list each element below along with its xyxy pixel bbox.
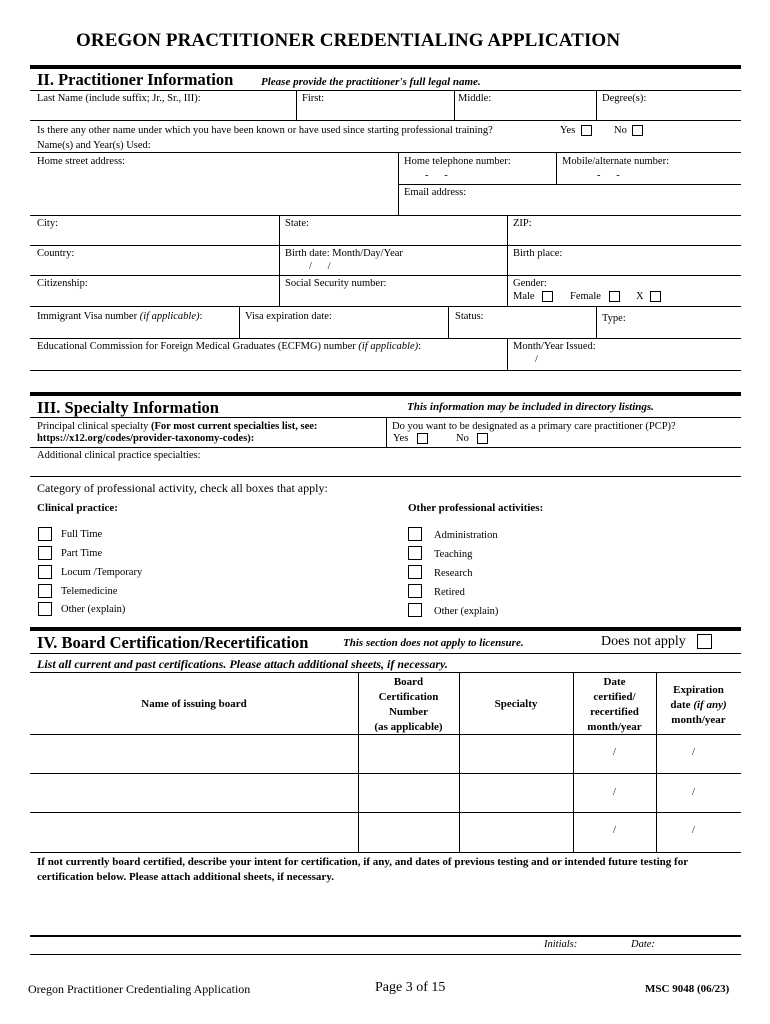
other-activities-heading: Other professional activities: [408, 502, 544, 514]
ecfmg-number-field[interactable]: Educational Commission for Foreign Medical Graduates (ECFMG) number (if applicable): [37, 341, 422, 352]
gender-female-checkbox[interactable] [609, 291, 620, 302]
date-field[interactable]: Date: [631, 939, 655, 950]
visa-number-field[interactable]: Immigrant Visa number (if applicable): [37, 311, 203, 322]
zip-field[interactable]: ZIP: [513, 218, 532, 229]
form-number: MSC 9048 (06/23) [645, 983, 730, 995]
other-activity-label: Other (explain) [434, 606, 499, 617]
email-field[interactable]: Email address: [404, 187, 467, 198]
part-time-label: Part Time [61, 548, 103, 559]
taxonomy-url-link[interactable]: https://x12.org/codes/provider-taxonomy-codes): [37, 433, 255, 444]
mobile-phone-field[interactable]: Mobile/alternate number: [562, 156, 670, 167]
col-expiration: Expiration date (if any) month/year [670, 684, 727, 726]
citizenship-field[interactable]: Citizenship: [37, 278, 88, 289]
certifications-instruction: List all current and past certifications. Please attach additional sheets, if necessary. [37, 657, 448, 671]
pcp-question: Do you want to be designated as a primary care practitioner (PCP)? [392, 421, 676, 432]
page-number: Page 3 of 15 [375, 980, 446, 995]
pcp-no-checkbox[interactable] [477, 433, 488, 444]
full-time-checkbox[interactable] [38, 527, 52, 541]
section-ii-heading: II. Practitioner Information [37, 70, 234, 89]
ssn-field[interactable]: Social Security number: [285, 278, 387, 289]
col-specialty: Specialty [494, 698, 538, 710]
clinical-other-label: Other (explain) [61, 604, 126, 615]
section-iii-heading: III. Specialty Information [37, 398, 219, 417]
gender-female-label: Female [570, 291, 601, 302]
middle-name-field[interactable]: Middle: [458, 93, 492, 104]
does-not-apply-label: Does not apply [601, 634, 686, 649]
pcp-no-label: No [456, 433, 469, 444]
first-name-field[interactable]: First: [302, 93, 325, 104]
telemedicine-checkbox[interactable] [38, 584, 52, 598]
home-phone-field[interactable]: Home telephone number: [404, 156, 511, 167]
administration-checkbox[interactable] [408, 527, 422, 541]
section-iv-heading: IV. Board Certification/Recertification [37, 633, 309, 652]
col-cert-number: Board Certification Number (as applicable) [374, 676, 443, 733]
row3-date-certified[interactable]: / [613, 825, 616, 836]
other-name-no-checkbox[interactable] [632, 125, 643, 136]
col-date-certified: Date certified/ recertified month/year [587, 676, 642, 733]
other-activity-checkbox[interactable] [408, 603, 422, 617]
birth-place-field[interactable]: Birth place: [513, 248, 563, 259]
locum-label: Locum /Temporary [61, 567, 143, 578]
home-street-field[interactable]: Home street address: [37, 156, 126, 167]
rule [30, 392, 741, 396]
gender-x-checkbox[interactable] [650, 291, 661, 302]
retired-checkbox[interactable] [408, 584, 422, 598]
other-name-yes-checkbox[interactable] [581, 125, 592, 136]
research-label: Research [434, 568, 473, 579]
row2-date-certified[interactable]: / [613, 787, 616, 798]
section-ii-note: Please provide the practitioner's full legal name. [261, 76, 481, 88]
row1-date-certified[interactable]: / [613, 747, 616, 758]
home-phone-separators: - - [425, 170, 448, 181]
page-title: OREGON PRACTITIONER CREDENTIALING APPLICATION [76, 30, 621, 51]
country-field[interactable]: Country: [37, 248, 75, 259]
other-name-yes-label: Yes [560, 125, 576, 136]
telemedicine-label: Telemedicine [61, 586, 118, 597]
gender-male-label: Male [513, 291, 535, 302]
initials-field[interactable]: Initials: [544, 939, 578, 950]
retired-label: Retired [434, 587, 465, 598]
administration-label: Administration [434, 530, 498, 541]
additional-specialties-field[interactable]: Additional clinical practice specialties: [37, 450, 201, 461]
row2-expiration[interactable]: / [692, 787, 695, 798]
research-checkbox[interactable] [408, 565, 422, 579]
clinical-other-checkbox[interactable] [38, 602, 52, 616]
birth-date-field[interactable]: Birth date: Month/Day/Year [285, 248, 403, 259]
rule [30, 65, 741, 69]
ecfmg-issued-separator: / [535, 354, 538, 365]
state-field[interactable]: State: [285, 218, 309, 229]
city-field[interactable]: City: [37, 218, 59, 229]
certification-intent-instruction: If not currently board certified, describe your intent for certification, if any, and dates of previous testing and or intended future testing for certification below. Please attach additional sheets, if necessary. [37, 856, 688, 884]
visa-type-field[interactable]: Type: [602, 313, 626, 324]
footer-title: Oregon Practitioner Credentialing Application [28, 982, 251, 996]
section-iv-note: This section does not apply to licensure. [343, 637, 524, 649]
clinical-practice-heading: Clinical practice: [37, 502, 118, 514]
birth-date-separators: / / [309, 261, 331, 272]
names-used-field[interactable]: Name(s) and Year(s) Used: [37, 140, 151, 151]
gender-x-label: X [636, 291, 644, 302]
pcp-yes-checkbox[interactable] [417, 433, 428, 444]
other-name-no-label: No [614, 125, 627, 136]
row1-expiration[interactable]: / [692, 747, 695, 758]
rule [30, 627, 741, 631]
other-name-question: Is there any other name under which you have been known or have used since starting professional training? [37, 125, 493, 136]
locum-checkbox[interactable] [38, 565, 52, 579]
visa-expiration-field[interactable]: Visa expiration date: [245, 311, 332, 322]
last-name-field[interactable]: Last Name (include suffix; Jr., Sr., III): [37, 93, 201, 104]
col-issuing-board: Name of issuing board [141, 698, 247, 710]
ecfmg-issued-field[interactable]: Month/Year Issued: [513, 341, 596, 352]
gender-label: Gender: [513, 278, 547, 289]
pcp-yes-label: Yes [393, 433, 409, 444]
teaching-label: Teaching [434, 549, 473, 560]
gender-male-checkbox[interactable] [542, 291, 553, 302]
principal-specialty-field[interactable]: Principal clinical specialty (For most current specialties list, see: [37, 421, 318, 432]
does-not-apply-checkbox[interactable] [697, 634, 712, 649]
teaching-checkbox[interactable] [408, 546, 422, 560]
full-time-label: Full Time [61, 529, 103, 540]
section-iii-note: This information may be included in directory listings. [407, 401, 654, 413]
part-time-checkbox[interactable] [38, 546, 52, 560]
degrees-field[interactable]: Degree(s): [602, 93, 647, 104]
row3-expiration[interactable]: / [692, 825, 695, 836]
mobile-phone-separators: - - [597, 170, 620, 181]
activity-category-label: Category of professional activity, check all boxes that apply: [37, 481, 328, 495]
visa-status-field[interactable]: Status: [455, 311, 484, 322]
